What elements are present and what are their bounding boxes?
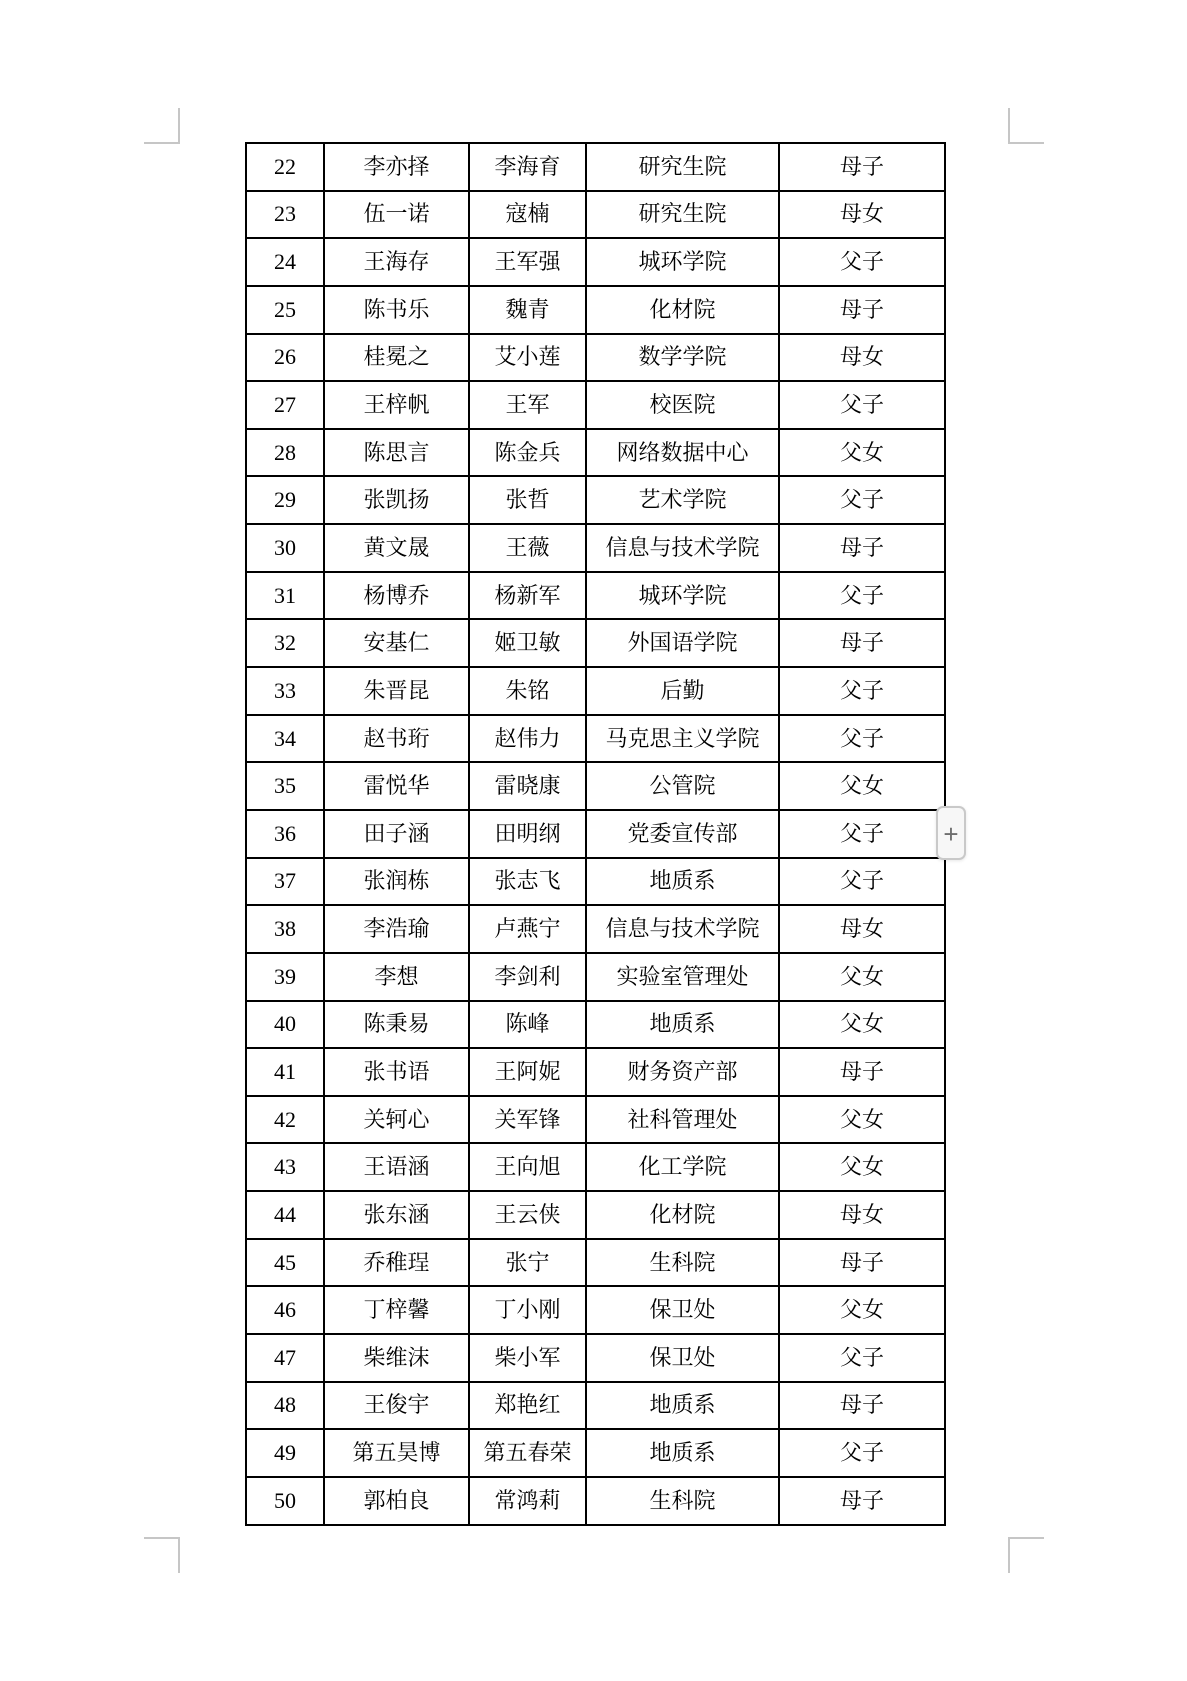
cell-child-name[interactable]: 柴维沫 [324,1334,469,1382]
cell-department[interactable]: 社科管理处 [586,1096,779,1144]
cell-department[interactable]: 地质系 [586,1001,779,1049]
cell-relationship[interactable]: 父女 [779,953,945,1001]
cell-child-name[interactable]: 朱晋昆 [324,667,469,715]
cell-relationship[interactable]: 父女 [779,429,945,477]
cell-department[interactable]: 信息与技术学院 [586,524,779,572]
cell-relationship[interactable]: 母女 [779,334,945,382]
cell-parent-name[interactable]: 卢燕宁 [469,905,586,953]
cell-parent-name[interactable]: 陈峰 [469,1001,586,1049]
cell-row-number[interactable]: 42 [246,1096,324,1144]
cell-row-number[interactable]: 38 [246,905,324,953]
cell-relationship[interactable]: 父子 [779,715,945,763]
cell-row-number[interactable]: 31 [246,572,324,620]
cell-row-number[interactable]: 23 [246,191,324,239]
cell-row-number[interactable]: 35 [246,762,324,810]
cell-department[interactable]: 党委宣传部 [586,810,779,858]
cell-department[interactable]: 财务资产部 [586,1048,779,1096]
cell-department[interactable]: 保卫处 [586,1286,779,1334]
table-row [246,191,945,239]
table-row [246,619,945,667]
family-roster-table[interactable] [245,142,946,1526]
cell-parent-name[interactable]: 王向旭 [469,1143,586,1191]
cell-department[interactable]: 化材院 [586,1191,779,1239]
cell-parent-name[interactable]: 常鸿莉 [469,1477,586,1525]
cell-row-number[interactable]: 25 [246,286,324,334]
cell-relationship[interactable]: 父子 [779,667,945,715]
cell-parent-name[interactable]: 朱铭 [469,667,586,715]
cell-relationship[interactable]: 母子 [779,619,945,667]
cell-child-name[interactable]: 王俊宇 [324,1382,469,1430]
cell-row-number[interactable]: 33 [246,667,324,715]
cell-department[interactable]: 化材院 [586,286,779,334]
cell-relationship[interactable]: 母子 [779,1239,945,1287]
cell-department[interactable]: 校医院 [586,381,779,429]
cell-row-number[interactable]: 40 [246,1001,324,1049]
cell-parent-name[interactable]: 王云侠 [469,1191,586,1239]
margin-crop-mark-top-left [144,108,180,144]
cell-department[interactable]: 公管院 [586,762,779,810]
cell-relationship[interactable]: 父子 [779,858,945,906]
cell-row-number[interactable]: 37 [246,858,324,906]
cell-row-number[interactable]: 24 [246,238,324,286]
cell-child-name[interactable]: 丁梓馨 [324,1286,469,1334]
cell-parent-name[interactable]: 丁小刚 [469,1286,586,1334]
cell-child-name[interactable]: 安基仁 [324,619,469,667]
cell-department[interactable]: 研究生院 [586,191,779,239]
cell-row-number[interactable]: 46 [246,1286,324,1334]
insert-row-plus-button[interactable]: + [936,806,966,860]
cell-row-number[interactable]: 36 [246,810,324,858]
cell-relationship[interactable]: 母女 [779,191,945,239]
cell-row-number[interactable]: 47 [246,1334,324,1382]
cell-department[interactable]: 实验室管理处 [586,953,779,1001]
cell-row-number[interactable]: 22 [246,143,324,191]
cell-department[interactable]: 地质系 [586,1382,779,1430]
cell-row-number[interactable]: 30 [246,524,324,572]
cell-child-name[interactable]: 陈秉易 [324,1001,469,1049]
cell-department[interactable]: 研究生院 [586,143,779,191]
table-row [246,1143,945,1191]
cell-child-name[interactable]: 王语涵 [324,1143,469,1191]
cell-parent-name[interactable]: 关军锋 [469,1096,586,1144]
cell-relationship[interactable]: 母女 [779,1191,945,1239]
cell-child-name[interactable]: 张润栋 [324,858,469,906]
table-row [246,143,945,191]
cell-child-name[interactable]: 伍一诺 [324,191,469,239]
table-row [246,1334,945,1382]
cell-row-number[interactable]: 48 [246,1382,324,1430]
cell-relationship[interactable]: 父子 [779,238,945,286]
cell-child-name[interactable]: 第五昊博 [324,1429,469,1477]
cell-row-number[interactable]: 34 [246,715,324,763]
margin-crop-mark-bottom-right [1008,1537,1044,1573]
cell-parent-name[interactable]: 魏青 [469,286,586,334]
cell-department[interactable]: 城环学院 [586,572,779,620]
cell-child-name[interactable]: 乔稚珵 [324,1239,469,1287]
table-row [246,905,945,953]
cell-relationship[interactable]: 母子 [779,1048,945,1096]
cell-row-number[interactable]: 32 [246,619,324,667]
cell-parent-name[interactable]: 田明纲 [469,810,586,858]
cell-child-name[interactable]: 黄文晟 [324,524,469,572]
cell-department[interactable]: 地质系 [586,1429,779,1477]
cell-department[interactable]: 数学学院 [586,334,779,382]
margin-crop-mark-bottom-left [144,1537,180,1573]
cell-row-number[interactable]: 39 [246,953,324,1001]
cell-parent-name[interactable]: 第五春荣 [469,1429,586,1477]
margin-crop-mark-top-right [1008,108,1044,144]
cell-relationship[interactable]: 母子 [779,1477,945,1525]
table-row [246,1048,945,1096]
cell-child-name[interactable]: 张凯扬 [324,476,469,524]
cell-parent-name[interactable]: 姬卫敏 [469,619,586,667]
cell-child-name[interactable]: 李浩瑜 [324,905,469,953]
cell-row-number[interactable]: 27 [246,381,324,429]
table-row [246,1096,945,1144]
cell-row-number[interactable]: 41 [246,1048,324,1096]
cell-child-name[interactable]: 李亦择 [324,143,469,191]
table-row [246,572,945,620]
cell-relationship[interactable]: 母子 [779,286,945,334]
cell-child-name[interactable]: 关轲心 [324,1096,469,1144]
cell-relationship[interactable]: 母子 [779,143,945,191]
table-row [246,1239,945,1287]
cell-department[interactable]: 马克思主义学院 [586,715,779,763]
table-row [246,1001,945,1049]
cell-relationship[interactable]: 父子 [779,476,945,524]
table-row [246,1429,945,1477]
table-row [246,1382,945,1430]
cell-child-name[interactable]: 陈书乐 [324,286,469,334]
cell-department[interactable]: 地质系 [586,858,779,906]
cell-child-name[interactable]: 张东涵 [324,1191,469,1239]
cell-parent-name[interactable]: 柴小军 [469,1334,586,1382]
cell-relationship[interactable]: 母女 [779,905,945,953]
cell-row-number[interactable]: 43 [246,1143,324,1191]
cell-child-name[interactable]: 张书语 [324,1048,469,1096]
cell-department[interactable]: 信息与技术学院 [586,905,779,953]
cell-row-number[interactable]: 28 [246,429,324,477]
cell-child-name[interactable]: 赵书珩 [324,715,469,763]
cell-child-name[interactable]: 杨博乔 [324,572,469,620]
table-row [246,1286,945,1334]
table-row [246,667,945,715]
cell-relationship[interactable]: 父女 [779,1001,945,1049]
table-row [246,1191,945,1239]
cell-department[interactable]: 外国语学院 [586,619,779,667]
cell-parent-name[interactable]: 李剑利 [469,953,586,1001]
table-row [246,476,945,524]
cell-relationship[interactable]: 父子 [779,810,945,858]
cell-parent-name[interactable]: 艾小莲 [469,334,586,382]
cell-relationship[interactable]: 父女 [779,1143,945,1191]
cell-department[interactable]: 城环学院 [586,238,779,286]
cell-row-number[interactable]: 26 [246,334,324,382]
cell-row-number[interactable]: 29 [246,476,324,524]
table-row [246,858,945,906]
cell-parent-name[interactable]: 张哲 [469,476,586,524]
table-row [246,715,945,763]
cell-relationship[interactable]: 父子 [779,572,945,620]
cell-department[interactable]: 保卫处 [586,1334,779,1382]
cell-relationship[interactable]: 父子 [779,1429,945,1477]
table-row [246,334,945,382]
cell-department[interactable]: 生科院 [586,1239,779,1287]
table-row [246,381,945,429]
table-row [246,429,945,477]
cell-row-number[interactable]: 45 [246,1239,324,1287]
cell-department[interactable]: 艺术学院 [586,476,779,524]
roster-table-body [246,143,945,1525]
table-row [246,810,945,858]
cell-relationship[interactable]: 父子 [779,1334,945,1382]
cell-row-number[interactable]: 50 [246,1477,324,1525]
cell-parent-name[interactable]: 寇楠 [469,191,586,239]
cell-parent-name[interactable]: 王阿妮 [469,1048,586,1096]
cell-parent-name[interactable]: 王军强 [469,238,586,286]
cell-parent-name[interactable]: 王薇 [469,524,586,572]
cell-parent-name[interactable]: 郑艳红 [469,1382,586,1430]
cell-parent-name[interactable]: 李海育 [469,143,586,191]
table-row [246,524,945,572]
cell-parent-name[interactable]: 赵伟力 [469,715,586,763]
cell-parent-name[interactable]: 雷晓康 [469,762,586,810]
cell-parent-name[interactable]: 张志飞 [469,858,586,906]
cell-department[interactable]: 化工学院 [586,1143,779,1191]
cell-relationship[interactable]: 父女 [779,1096,945,1144]
cell-relationship[interactable]: 父女 [779,762,945,810]
cell-parent-name[interactable]: 王军 [469,381,586,429]
table-row [246,953,945,1001]
cell-department[interactable]: 后勤 [586,667,779,715]
cell-child-name[interactable]: 田子涵 [324,810,469,858]
cell-relationship[interactable]: 母子 [779,1382,945,1430]
cell-relationship[interactable]: 母子 [779,524,945,572]
cell-child-name[interactable]: 陈思言 [324,429,469,477]
cell-child-name[interactable]: 李想 [324,953,469,1001]
cell-child-name[interactable]: 雷悦华 [324,762,469,810]
cell-relationship[interactable]: 父女 [779,1286,945,1334]
cell-child-name[interactable]: 王梓帆 [324,381,469,429]
table-row [246,1477,945,1525]
table-row [246,238,945,286]
cell-parent-name[interactable]: 杨新军 [469,572,586,620]
cell-child-name[interactable]: 桂冕之 [324,334,469,382]
cell-parent-name[interactable]: 张宁 [469,1239,586,1287]
cell-row-number[interactable]: 44 [246,1191,324,1239]
table-row [246,762,945,810]
cell-child-name[interactable]: 郭柏良 [324,1477,469,1525]
table-row [246,286,945,334]
cell-department[interactable]: 生科院 [586,1477,779,1525]
cell-parent-name[interactable]: 陈金兵 [469,429,586,477]
cell-relationship[interactable]: 父子 [779,381,945,429]
cell-row-number[interactable]: 49 [246,1429,324,1477]
cell-department[interactable]: 网络数据中心 [586,429,779,477]
cell-child-name[interactable]: 王海存 [324,238,469,286]
